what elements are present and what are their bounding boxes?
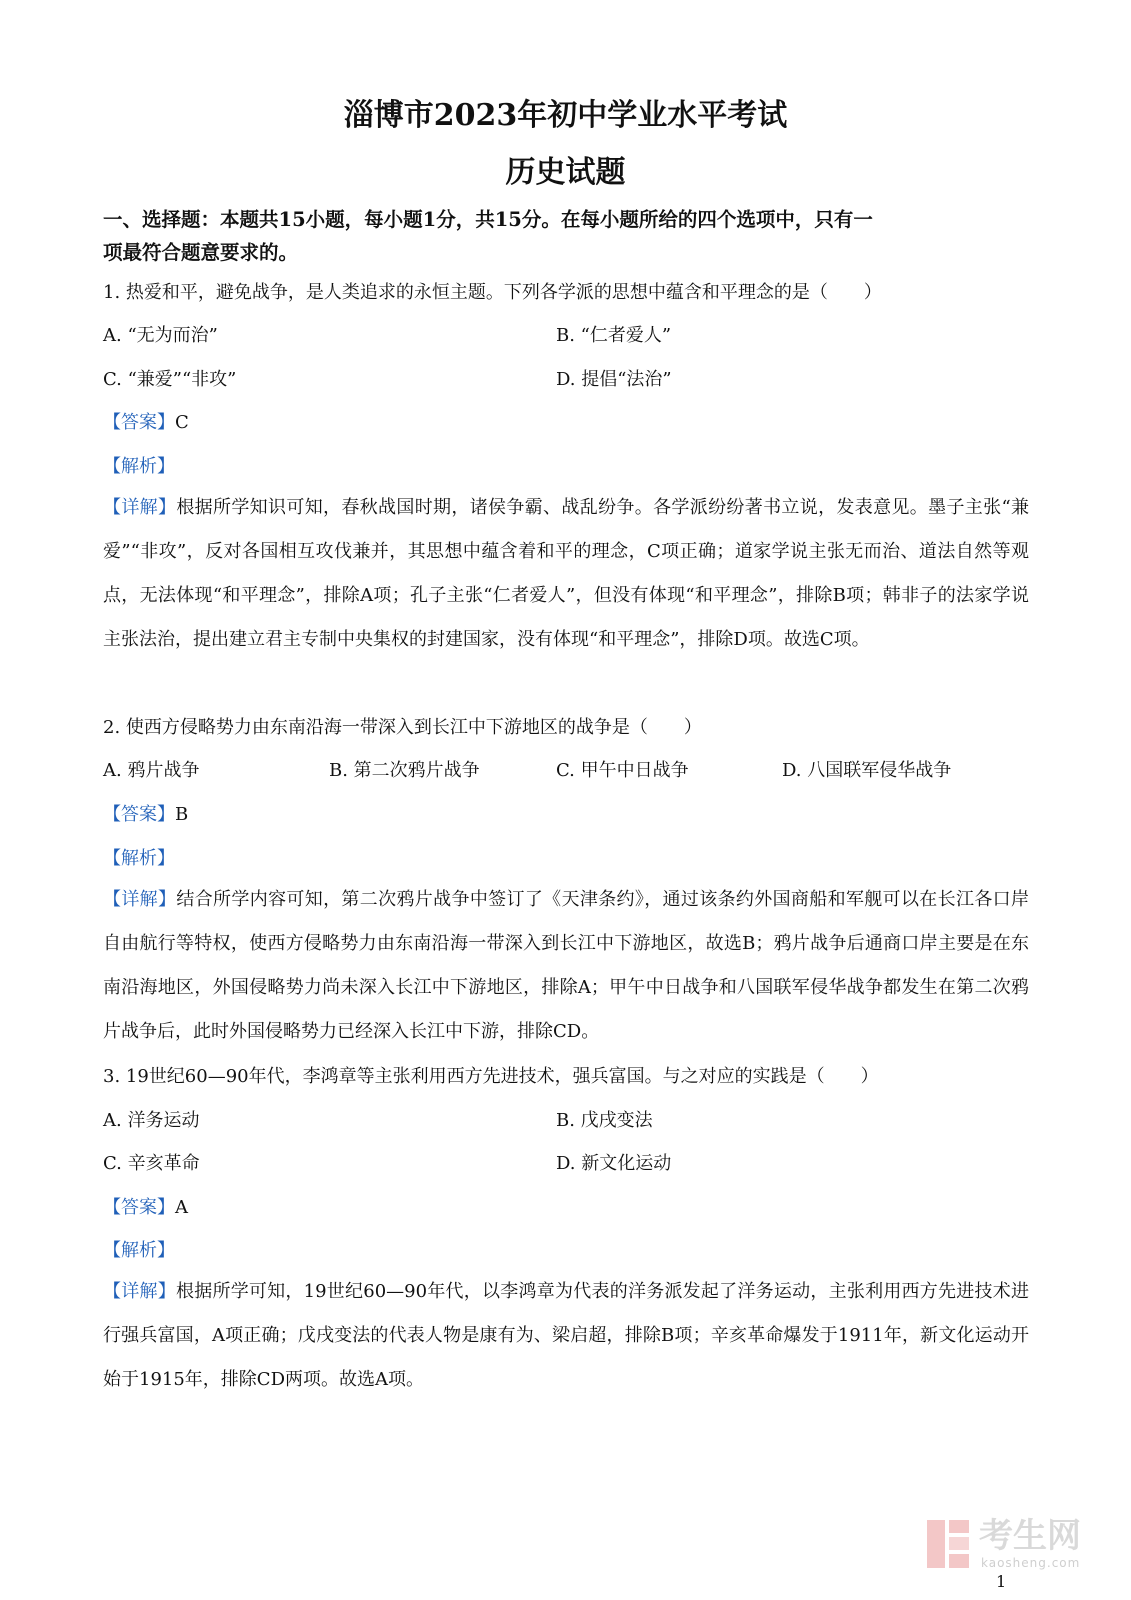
analysis-label: 【解析】 xyxy=(103,1240,175,1261)
analysis-label: 【解析】 xyxy=(103,848,175,869)
detail-text: 根据所学可知，19世纪60—90年代，以李鸿章为代表的洋务派发起了洋务运动，主张利用西方先进技术进行强兵富国，A项正确；戊戌变法的代表人物是康有为、梁启超，排除B项；辛亥革命爆发于1911年，新文化运动开始于1915年，排除CD两项。故选A项。 xyxy=(103,1281,1029,1390)
question-stem: 1. 热爱和平，避免战争，是人类追求的永恒主题。下列各学派的思想中蕴含和平理念的是（ ） xyxy=(103,282,882,303)
option-d: D. 提倡“法治” xyxy=(556,369,672,390)
answer-label: 【答案】 xyxy=(103,412,175,433)
watermark-text: 考生网 xyxy=(979,1516,1081,1556)
detail-label: 【详解】 xyxy=(103,1281,176,1302)
answer-line xyxy=(103,802,1033,828)
detail-label: 【详解】 xyxy=(103,889,177,910)
option-a: A. “无为而治” xyxy=(103,325,218,346)
option-c: C. 甲午中日战争 xyxy=(556,760,689,781)
option-d: D. 新文化运动 xyxy=(556,1153,672,1174)
page-subtitle: 历史试题 xyxy=(505,155,626,190)
answer-label: 【答案】 xyxy=(103,1197,175,1218)
detail-paragraph xyxy=(103,486,1029,662)
analysis-line xyxy=(103,1238,1033,1264)
detail-paragraph xyxy=(103,878,1029,1054)
detail-paragraph xyxy=(103,1270,1029,1402)
option-d: D. 八国联军侵华战争 xyxy=(782,760,952,781)
answer-value: A xyxy=(175,1197,188,1218)
watermark-subtext: kaosheng.com xyxy=(981,1556,1081,1570)
watermark-logo-icon xyxy=(925,1518,971,1570)
detail-label: 【详解】 xyxy=(103,497,177,518)
page-title: 淄博市2023年初中学业水平考试 xyxy=(343,98,788,133)
option-a: A. 洋务运动 xyxy=(103,1110,200,1131)
answer-value: C xyxy=(175,412,189,433)
analysis-line xyxy=(103,454,1033,480)
option-b: B. 戊戌变法 xyxy=(556,1110,653,1131)
option-c: C. 辛亥革命 xyxy=(103,1153,200,1174)
detail-text: 根据所学知识可知，春秋战国时期，诸侯争霸、战乱纷争。各学派纷纷著书立说，发表意见。墨子主张“兼爱”“非攻”，反对各国相互攻伐兼并，其思想中蕴含着和平的理念，C项正确；道家学说主张无而治、道法自然等观点，无法体现“和平理念”，排除A项；孔子主张“仁者爱人”，但没有体现“和平理念”，排除B项；韩非子的法家学说主张法治，提出建立君主专制中央集权的封建国家，没有体现“和平理念”，排除D项。故选C项。 xyxy=(103,497,1029,650)
option-c: C. “兼爱”“非攻” xyxy=(103,369,237,390)
option-b: B. 第二次鸦片战争 xyxy=(329,760,480,781)
answer-line xyxy=(103,410,1033,436)
answer-value: B xyxy=(175,804,189,825)
section-heading-line2: 项最符合题意要求的。 xyxy=(103,241,299,264)
analysis-label: 【解析】 xyxy=(103,456,175,477)
question-stem: 2. 使西方侵略势力由东南沿海一带深入到长江中下游地区的战争是（ ） xyxy=(103,717,702,738)
watermark xyxy=(925,1516,1095,1576)
answer-label: 【答案】 xyxy=(103,804,175,825)
detail-text: 结合所学内容可知，第二次鸦片战争中签订了《天津条约》，通过该条约外国商船和军舰可以在长江各口岸自由航行等特权，使西方侵略势力由东南沿海一带深入到长江中下游地区，故选B；鸦片战争后通商口岸主要是在东南沿海地区，外国侵略势力尚未深入长江中下游地区，排除A；甲午中日战争和八国联军侵华战争都发生在第二次鸦片战争后，此时外国侵略势力已经深入长江中下游，排除CD。 xyxy=(103,889,1030,1042)
answer-line xyxy=(103,1195,1033,1221)
option-b: B. “仁者爱人” xyxy=(556,325,672,346)
question-stem: 3. 19世纪60—90年代，李鸿章等主张利用西方先进技术，强兵富国。与之对应的实践是（ ） xyxy=(103,1066,879,1087)
analysis-line xyxy=(103,846,1033,872)
option-a: A. 鸦片战争 xyxy=(103,760,200,781)
page-number: 1 xyxy=(996,1572,1007,1591)
section-heading-line1: 一、选择题：本题共15小题，每小题1分，共15分。在每小题所给的四个选项中，只有一 xyxy=(103,208,873,231)
